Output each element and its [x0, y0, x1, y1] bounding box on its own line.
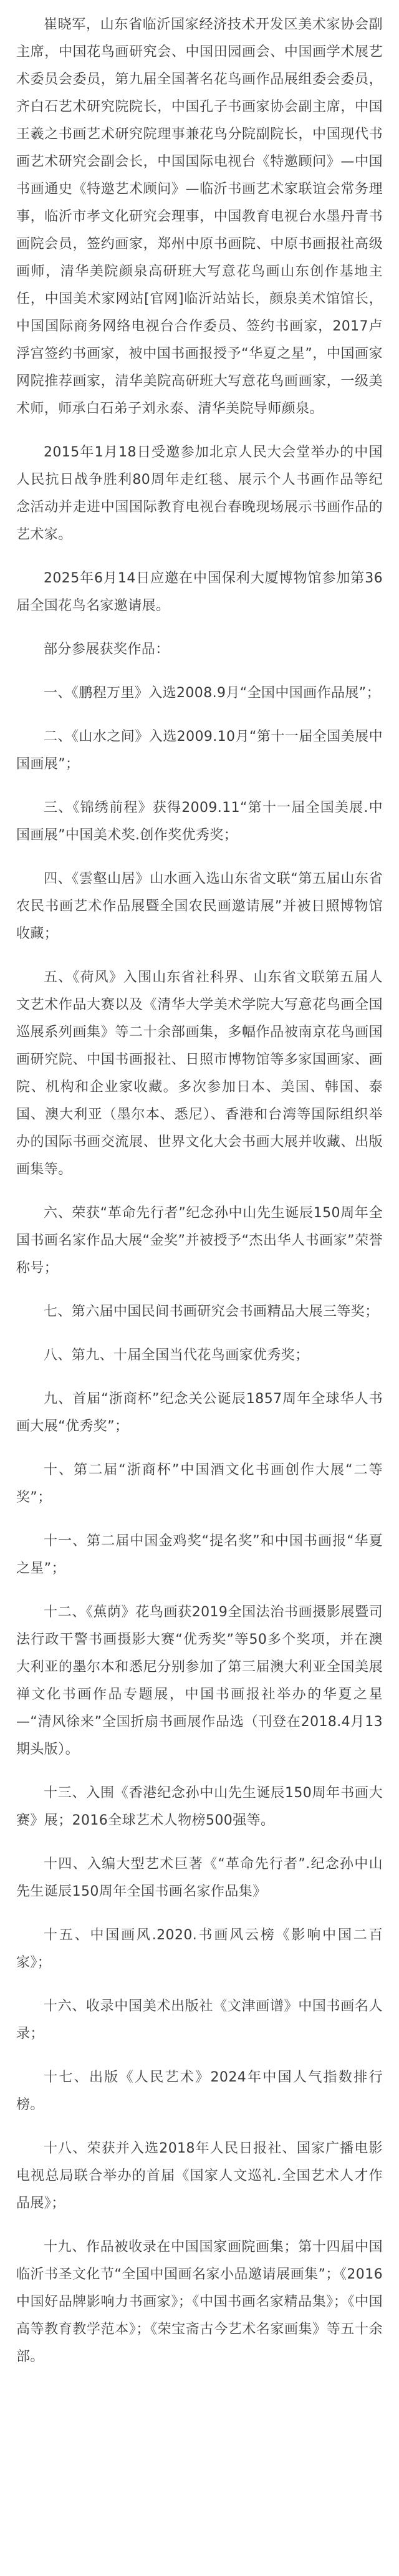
paragraph-bio: 崔晓军，山东省临沂国家经济技术开发区美术家协会副主席，中国花鸟画研究会、中国田园画会、中国画学术展艺术委员会委员，第九届全国著名花鸟画作品展组委会委员，齐白石艺术研究院院长，中国孔子书画家协会副主席，中国王羲之书画艺术研究院理事兼花鸟分院副院长，中国现代书画艺术研究会副会长，中国国际电视台《特邀顾问》—中国书画通史《特邀艺术顾问》—临沂书画艺术家联谊会常务理事，临沂市孝文化研究会理事，中国教育电视台水墨丹青书画院会员，签约画家，郑州中原书画院、中原书画报社高级画师，清华美院颜泉高研班大写意花鸟画山东创作基地主任，中国美术家网站[官网]临沂站站长，颜泉美术馆馆长，中国国际商务网络电视台合作委员、签约书画家，2017卢浮宫签约书画家，被中国书画报授予“华夏之星”，中国画家网院推荐画家，清华美院高研班大写意花鸟画画家，一级美术师，师承白石弟子刘永泰、清华美院导师颜泉。: [16, 17, 383, 417]
paragraph-awards-heading: 部分参展获奖作品：: [44, 642, 170, 657]
award-item-12: 十二、《蕉荫》花鸟画获2019全国法治书画摄影展暨司法行政干警书画摄影大赛“优秀奖”等50多个奖项，并在澳大利亚的墨尔本和悉尼分别参加了第三届澳大利亚全国美展禅文化书画作品专题展，中国书画报社举办的华夏之星—“清风徐来”全国折扇书画展作品选（刊登在2018.4月13期头版）。: [16, 1604, 383, 1757]
award-item-8: 八、第九、十届全国当代花鸟画家优秀奖；: [44, 1348, 309, 1363]
award-item-3: 三、《锦绣前程》获得2009.11“第十一届全国美展.中国画展”中国美术奖.创作奖优秀奖；: [16, 800, 383, 843]
paragraph-great-hall-event: 2015年1月18日受邀参加北京人民大会堂举办的中国人民抗日战争胜利80周年走红毯、展示个人书画作品等纪念活动并走进中国国际教育电视台春晚现场展示书画作品的艺术家。: [16, 445, 383, 543]
award-item-1: 一、《鹏程万里》入选2008.9月“全国中国画作品展”；: [44, 685, 380, 701]
award-item-11: 十一、第二届中国金鸡奖“提名奖”和中国书画报“华夏之星”；: [16, 1533, 383, 1576]
award-item-10: 十、第二届“浙商杯”中国酒文化书画创作大展“二等奖”；: [16, 1462, 383, 1505]
award-item-13: 十三、入围《香港纪念孙中山先生诞辰150周年书画大赛》展；2016全球艺术人物榜500强等。: [16, 1785, 383, 1828]
award-item-7: 七、第六届中国民间书画研究会书画精品大展三等奖；: [44, 1304, 379, 1319]
award-item-9: 九、首届“浙商杯”纪念关公诞辰1857周年全球华人书画大展“优秀奖”；: [16, 1391, 383, 1434]
award-item-5: 五、《荷风》入围山东省社科界、山东省文联第五届人文艺术作品大赛以及《清华大学美术学院大写意花鸟画全国巡展系列画集》等二十余部画集，多幅作品被南京花鸟画国画研究院、中国书画报社、日照市博物馆等多家国画家、画院、机构和企业家收藏。多次参加日本、美国、韩国、泰国、澳大利亚（墨尔本、悉尼）、香港和台湾等国际组织举办的国际书画交流展、世界文化大会书画大展并收藏、出版画集等。: [16, 970, 383, 1177]
award-item-19: 十九、作品被收录在中国国家画院画集；第十四届中国临沂书圣文化节“全国中国画名家小品邀请展画集”；《2016中国好品牌影响力书画家》；《中国书画名家精品集》；《中国高等教育教学范本》；《荣宝斋古今艺术名家画集》等五十余部。: [16, 2239, 383, 2365]
award-item-15: 十五、中国画风.2020.书画风云榜《影响中国二百家》；: [16, 1927, 383, 1971]
award-item-18: 十八、荣获并入选2018年人民日报社、国家广播电影电视总局联合举办的首届《国家人文巡礼.全国艺术人才作品展》；: [16, 2141, 383, 2211]
award-item-14: 十四、入编大型艺术巨著《“革命先行者”.纪念孙中山先生诞辰150周年全国书画名家作品集》: [16, 1856, 383, 1899]
award-item-6: 六、荣获“革命先行者”纪念孙中山先生诞辰150周年全国书画名家作品大展“金奖”并被授予“杰出华人书画家”荣誉称号；: [16, 1205, 383, 1276]
award-item-4: 四、《雲壑山居》山水画入选山东省文联“第五届山东省农民书画艺术作品展暨全国农民画邀请展”并被日照博物馆收藏；: [16, 871, 383, 942]
award-item-17: 十七、出版《人民艺术》2024年中国人气指数排行榜。: [16, 2070, 383, 2113]
award-item-16: 十六、收录中国美术出版社《文津画谱》中国书画名人录；: [16, 1999, 383, 2042]
award-item-2: 二、《山水之间》入选2009.10月“第十一届全国美展中国画展”；: [16, 729, 383, 772]
paragraph-poly-exhibition: 2025年6月14日应邀在中国保利大厦博物馆参加第36届全国花鸟名家邀请展。: [16, 571, 383, 614]
